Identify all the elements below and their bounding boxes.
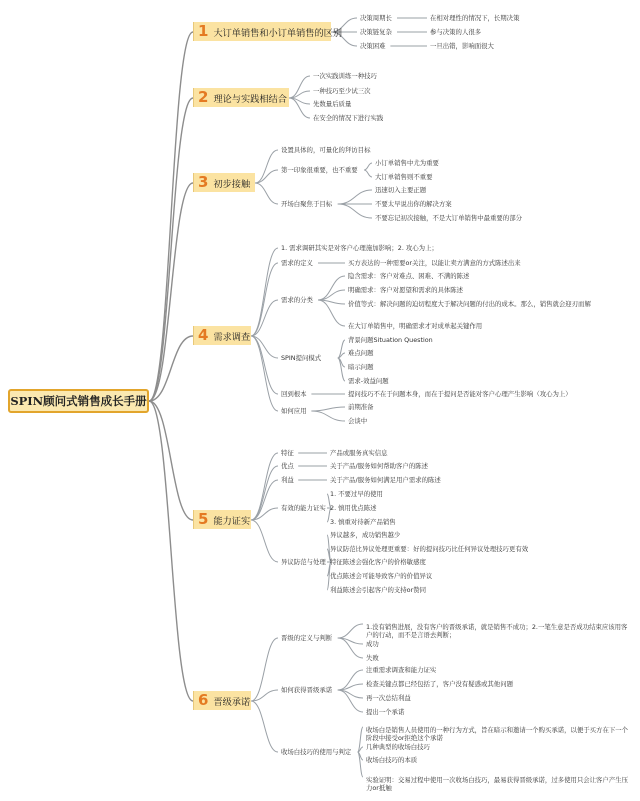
- node-3-3-1[interactable]: 迅速切入主要正题: [375, 186, 427, 194]
- node-5-4-2[interactable]: 2. 慎用优点陈述: [330, 504, 377, 512]
- node-1-2-1[interactable]: 参与决策的人很多: [430, 28, 482, 36]
- node-4-3[interactable]: 需求的分类: [281, 296, 313, 304]
- node-4-5[interactable]: 回到根本: [281, 390, 307, 398]
- node-2-1[interactable]: 一次实践训练一种技巧: [313, 72, 377, 80]
- node-4-4-2[interactable]: 难点问题: [348, 349, 374, 357]
- branch-label: 能力证实: [213, 515, 251, 527]
- node-5-5-2[interactable]: 异议防范比异议处理更重要：好的提问技巧比任何异议处理技巧更有效: [330, 545, 529, 553]
- branch-node-6[interactable]: [193, 691, 251, 710]
- node-5-5-4[interactable]: 优点陈述会可能导致客户的价值异议: [330, 572, 433, 580]
- node-5-1-1[interactable]: 产品或服务真实信息: [330, 449, 388, 457]
- node-4-4-3[interactable]: 暗示问题: [348, 363, 374, 371]
- node-3-2-1[interactable]: 小订单销售中尤为重要: [375, 159, 439, 167]
- node-3-1[interactable]: 设置具体的，可量化的拜访目标: [281, 146, 371, 154]
- node-4-4[interactable]: SPIN提问模式: [281, 354, 322, 362]
- node-5-4[interactable]: 有效的能力证实: [281, 504, 326, 512]
- node-6-1[interactable]: 晋级的定义与判断: [281, 634, 333, 642]
- node-4-6-2[interactable]: 会谈中: [348, 417, 368, 425]
- node-6-2-2[interactable]: 检查关键点都已经包括了，客户没有疑惑或其他问题: [366, 680, 513, 688]
- branch-node-4[interactable]: [193, 326, 251, 345]
- branch-node-5[interactable]: [193, 510, 251, 529]
- branch-number: 4: [198, 326, 209, 344]
- node-6-1-2[interactable]: 成功: [366, 640, 379, 648]
- branch-number: 3: [198, 173, 209, 191]
- node-1-3[interactable]: 决策困难: [360, 42, 386, 50]
- root-node-title[interactable]: SPIN顾问式销售成长手册: [8, 389, 149, 413]
- node-3-3[interactable]: 开场白聚焦于目标: [281, 200, 333, 208]
- node-3-2-2[interactable]: 大订单销售则不重要: [375, 173, 433, 181]
- branch-label: 晋级承诺: [213, 696, 251, 708]
- node-6-1-1[interactable]: 1.没有销售进展，没有客户的晋级承诺，就是销售不成功；2.一笔生意是否成功结束应该用客户的行动，而不是言语去判断；: [366, 623, 628, 639]
- node-5-3[interactable]: 利益: [281, 476, 294, 484]
- node-2-2[interactable]: 一种技巧至少试三次: [313, 87, 371, 95]
- branch-label: 初步接触: [213, 178, 251, 190]
- node-5-3-1[interactable]: 关于产品/服务如何满足用户需求的陈述: [330, 476, 441, 484]
- node-6-3-4[interactable]: 实验证明：交易过程中使用一次收场白技巧，最易获得晋级承诺，过多使用只会让客户产生压力or抵触: [366, 776, 629, 792]
- node-1-1-1[interactable]: 在相对理性的情况下，长期决策: [430, 14, 520, 22]
- branch-node-1[interactable]: [193, 22, 343, 41]
- branch-label: 大订单销售和小订单销售的区别: [213, 27, 343, 39]
- node-4-4-1[interactable]: 背景问题Situation Question: [348, 336, 433, 344]
- node-3-3-2[interactable]: 不要太早说出你的解决方案: [375, 200, 452, 208]
- branch-number: 2: [198, 88, 209, 106]
- branch-node-2[interactable]: [193, 88, 289, 107]
- node-5-4-1[interactable]: 1. 不要过早的使用: [330, 490, 383, 498]
- node-4-4-4[interactable]: 需求-效益问题: [348, 377, 389, 385]
- node-6-2-3[interactable]: 再一次总结利益: [366, 694, 411, 702]
- node-4-5-1[interactable]: 提问技巧不在于问题本身，而在于提问是否能对客户心理产生影响（攻心为上）: [348, 390, 572, 398]
- node-2-4[interactable]: 在安全的情况下进行实践: [313, 114, 384, 122]
- node-4-3-2[interactable]: 明确需求：客户对愿望和需求的具体陈述: [348, 286, 464, 294]
- node-2-3[interactable]: 先数量后质量: [313, 100, 352, 108]
- node-4-3-3[interactable]: 价值等式：解决问题的迫切程度大于解决问题的付出的成本。那么，销售就会迎刃而解: [348, 300, 591, 308]
- node-3-2[interactable]: 第一印象很重要，也不重要: [281, 166, 358, 174]
- node-4-2-1[interactable]: 买方表达的一种需要or关注，以能让卖方满意的方式陈述出来: [348, 259, 521, 267]
- node-4-1[interactable]: 1. 需求调研其实是对客户心理施加影响；2. 攻心为上；: [281, 244, 438, 252]
- node-5-5-3[interactable]: 特征陈述会强化客户的价格敏感度: [330, 558, 426, 566]
- node-4-2[interactable]: 需求的定义: [281, 259, 313, 267]
- node-6-2-4[interactable]: 提出一个承诺: [366, 708, 405, 716]
- branch-node-3[interactable]: [193, 173, 255, 192]
- node-4-3-1[interactable]: 隐含需求：客户对难点、困难、不满的陈述: [348, 272, 470, 280]
- branch-number: 1: [198, 22, 209, 40]
- node-6-3-3[interactable]: 收场白技巧的本质: [366, 756, 418, 764]
- node-4-6[interactable]: 如何应用: [281, 407, 307, 415]
- branch-number: 6: [198, 691, 209, 709]
- branch-number: 5: [198, 510, 209, 528]
- node-6-3[interactable]: 收场白技巧的使用与判定: [281, 748, 352, 756]
- node-1-2[interactable]: 决策链复杂: [360, 28, 392, 36]
- node-5-5[interactable]: 异议防范与处理: [281, 558, 326, 566]
- node-5-1[interactable]: 特征: [281, 449, 294, 457]
- node-1-1[interactable]: 决策周期长: [360, 14, 392, 22]
- node-6-3-1[interactable]: 收场白是销售人员使用的一种行为方式，旨在暗示和邀请一个购买承诺，以便于买方在下一个阶段中接受or拒绝这个承诺: [366, 726, 629, 742]
- node-5-5-1[interactable]: 异议越多，成功销售越少: [330, 531, 401, 539]
- node-5-5-5[interactable]: 利益陈述会引起客户的支持or赞同: [330, 586, 427, 594]
- node-6-3-2[interactable]: 几种典型的收场白技巧: [366, 743, 430, 751]
- node-5-4-3[interactable]: 3. 慎重对待新产品销售: [330, 518, 396, 526]
- branch-label: 需求调查: [213, 331, 251, 343]
- branch-label: 理论与实践相结合: [213, 93, 287, 105]
- node-5-2[interactable]: 优点: [281, 462, 294, 470]
- node-6-2-1[interactable]: 注重需求调查和能力证实: [366, 666, 437, 674]
- node-5-2-1[interactable]: 关于产品/服务如何帮助客户的陈述: [330, 462, 429, 470]
- node-6-1-3[interactable]: 失败: [366, 654, 379, 662]
- node-4-6-1[interactable]: 前期准备: [348, 403, 374, 411]
- node-3-3-3[interactable]: 不要忘记初次接触，不是大订单销售中最重要的部分: [375, 214, 522, 222]
- node-4-3-4[interactable]: 在大订单销售中，明确需求才对成单起关键作用: [348, 322, 483, 330]
- node-6-2[interactable]: 如何获得晋级承诺: [281, 686, 333, 694]
- node-1-3-1[interactable]: 一旦出错，影响面很大: [430, 42, 494, 50]
